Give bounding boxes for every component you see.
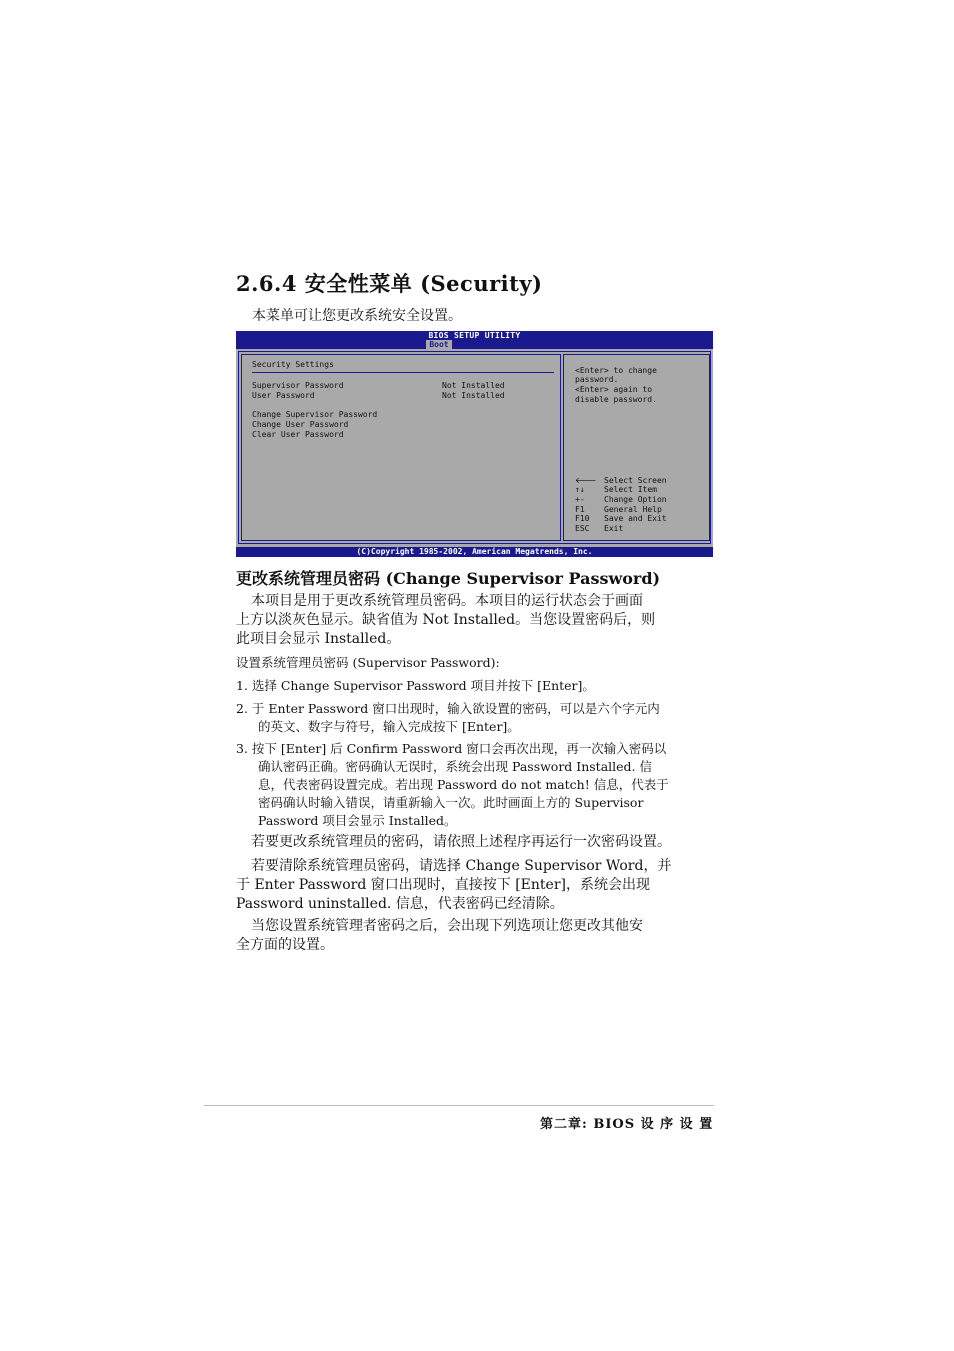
paragraph-line: 本项目是用于更改系统管理员密码。本项目的运行状态会于画面 bbox=[251, 593, 643, 609]
bios-row-label: User Password bbox=[252, 391, 315, 400]
footer-chapter: 第二章: BIOS 设 序 设 置 bbox=[540, 1117, 714, 1132]
paragraph-line: 此项目会显示 Installed。 bbox=[236, 631, 401, 647]
bios-help-line: password. bbox=[575, 375, 619, 384]
paragraph-clear bbox=[236, 857, 714, 914]
step-3 bbox=[236, 740, 714, 830]
bios-help-line: <Enter> to change bbox=[575, 366, 657, 375]
bios-divider bbox=[252, 372, 554, 373]
bios-key-desc: Select Item bbox=[604, 485, 657, 494]
bios-panel-heading: Security Settings bbox=[252, 360, 334, 369]
bios-key-row bbox=[575, 514, 667, 524]
bios-key: +- bbox=[575, 495, 585, 504]
steps-heading-text: 设置系统管理员密码 (Supervisor Password): bbox=[236, 655, 500, 670]
bios-key-row bbox=[575, 495, 667, 505]
paragraph-line: 若要清除系统管理员密码，请选择 Change Supervisor Word，并 bbox=[251, 858, 672, 874]
bios-key-desc: Change Option bbox=[604, 495, 667, 504]
paragraph-description bbox=[236, 592, 714, 649]
bios-row-value: Not Installed bbox=[442, 381, 505, 390]
steps-heading bbox=[236, 654, 714, 672]
step-line: 的英文、数字与符号，输入完成按下 [Enter]。 bbox=[258, 719, 520, 734]
bios-title-bar bbox=[236, 331, 713, 349]
bios-screenshot bbox=[236, 331, 713, 557]
bios-key-desc: General Help bbox=[604, 505, 662, 514]
bios-key: F1 bbox=[575, 505, 585, 514]
paragraph-line: Password uninstalled. 信息，代表密码已经清除。 bbox=[236, 896, 564, 912]
section-intro: 本菜单可让您更改系统安全设置。 bbox=[252, 308, 462, 324]
bios-copyright: (C)Copyright 1985-2002, American Megatrends, Inc. bbox=[356, 547, 593, 556]
bios-key-desc: Select Screen bbox=[604, 476, 667, 485]
bios-key-desc: Save and Exit bbox=[604, 514, 667, 523]
bios-copyright-bar bbox=[236, 547, 713, 557]
paragraph-line: 当您设置系统管理者密码之后，会出现下列选项让您更改其他安 bbox=[251, 918, 643, 934]
subsection-title: 更改系统管理员密码 (Change Supervisor Password) bbox=[236, 569, 661, 588]
bios-action-change-supervisor[interactable]: Change Supervisor Password bbox=[252, 410, 378, 419]
paragraph-change bbox=[236, 833, 714, 852]
step-2 bbox=[236, 700, 714, 736]
bios-help-line: <Enter> again to bbox=[575, 385, 653, 394]
step-line: 2. 于 Enter Password 窗口出现时，输入欲设置的密码，可以是六个字元内 bbox=[236, 701, 660, 716]
paragraph-line: 若要更改系统管理员的密码，请依照上述程序再运行一次密码设置。 bbox=[251, 834, 671, 850]
step-1 bbox=[236, 677, 714, 695]
paragraph-line: 全方面的设置。 bbox=[236, 937, 334, 953]
step-line: 息，代表密码设置完成。若出现 Password do not match! 信息，代表于 bbox=[258, 777, 669, 792]
paragraph-line: 上方以淡灰色显示。缺省值为 Not Installed。当您设置密码后，则 bbox=[236, 612, 656, 628]
paragraph-after bbox=[236, 917, 714, 955]
bios-settings-panel bbox=[241, 354, 561, 541]
step-line: Password 项目会显示 Installed。 bbox=[258, 813, 457, 828]
footer-divider bbox=[204, 1105, 714, 1106]
paragraph-line: 于 Enter Password 窗口出现时，直接按下 [Enter]，系统会出现 bbox=[236, 877, 650, 893]
bios-key-row bbox=[575, 485, 657, 495]
section-title: 2.6.4 安全性菜单 (Security) bbox=[236, 271, 543, 296]
step-line: 确认密码正确。密码确认无误时，系统会出现 Password Installed. 信 bbox=[258, 759, 653, 774]
arrow-updown-icon: ↑↓ bbox=[575, 485, 585, 494]
bios-tab-boot[interactable]: Boot bbox=[426, 340, 452, 349]
bios-title: BIOS SETUP UTILITY bbox=[428, 331, 521, 340]
bios-action-clear-user[interactable]: Clear User Password bbox=[252, 430, 344, 439]
bios-frame bbox=[238, 351, 711, 544]
step-line: 密码确认时输入错误，请重新输入一次。此时画面上方的 Supervisor bbox=[258, 795, 644, 810]
bios-action-change-user[interactable]: Change User Password bbox=[252, 420, 349, 429]
bios-help-line: disable password. bbox=[575, 395, 657, 404]
bios-help-panel bbox=[563, 354, 710, 541]
bios-row-value: Not Installed bbox=[442, 391, 505, 400]
bios-key: F10 bbox=[575, 514, 590, 523]
bios-key-desc: Exit bbox=[604, 524, 624, 533]
bios-key-row bbox=[575, 524, 623, 534]
arrow-left-icon: 🡐 bbox=[575, 476, 597, 485]
step-line: 1. 选择 Change Supervisor Password 项目并按下 [Enter]。 bbox=[236, 678, 595, 693]
bios-row-label: Supervisor Password bbox=[252, 381, 344, 390]
bios-key: ESC bbox=[575, 524, 590, 533]
step-line: 3. 按下 [Enter] 后 Confirm Password 窗口会再次出现，再一次输入密码以 bbox=[236, 741, 667, 756]
